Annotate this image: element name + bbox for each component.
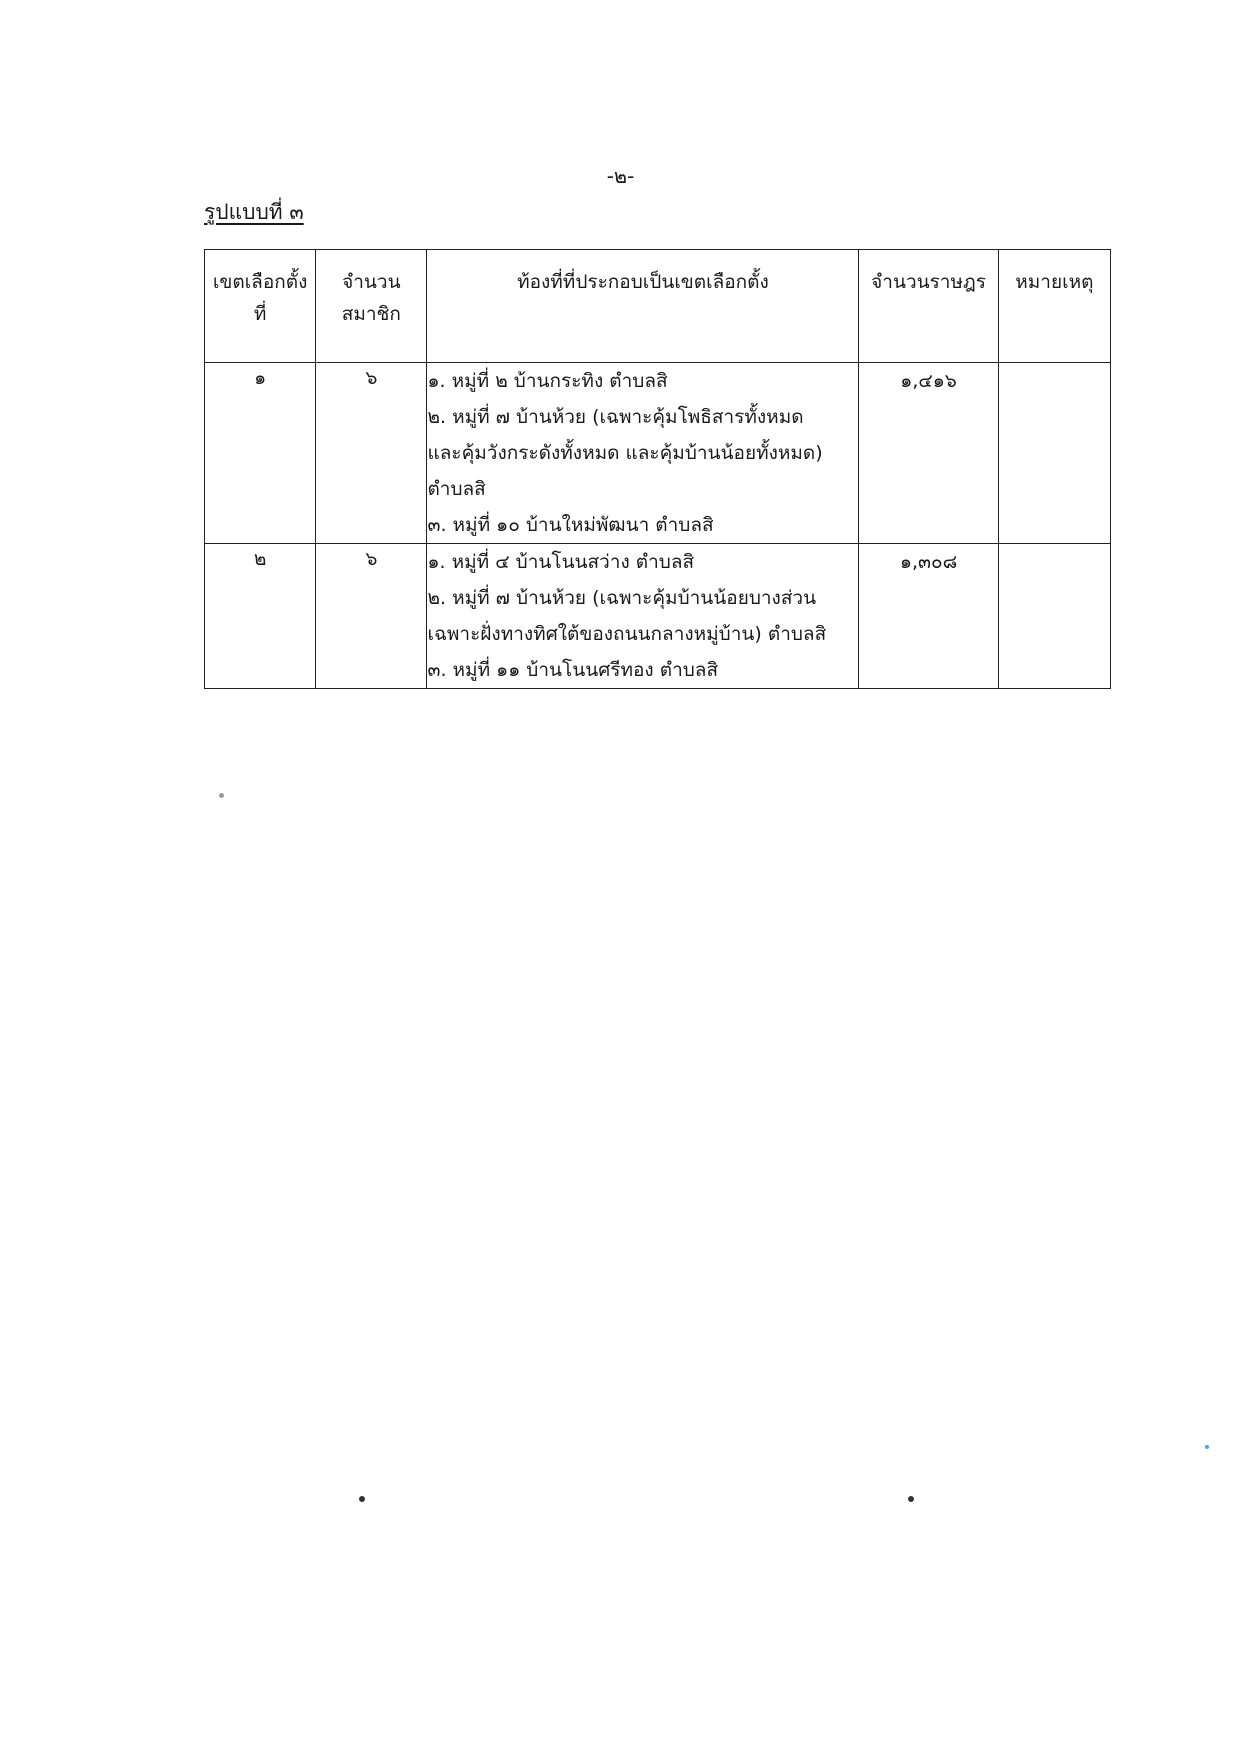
header-members <box>316 250 427 363</box>
area-line: ๓. หมู่ที่ ๑๐ บ้านใหม่พัฒนา ตำบลสิ <box>427 514 714 536</box>
area-line: ๑. หมู่ที่ ๔ บ้านโนนสว่าง ตำบลสิ <box>427 551 695 573</box>
header-members-line-2: สมาชิก <box>341 303 401 325</box>
area-line: ๓. หมู่ที่ ๑๑ บ้านโนนศรีทอง ตำบลสิ <box>427 659 719 681</box>
area-line: ๑. หมู่ที่ ๒ บ้านกระทิง ตำบลสิ <box>427 370 668 392</box>
area-line: และคุ้มวังกระดังทั้งหมด และคุ้มบ้านน้อยทั้งหมด) <box>427 442 823 464</box>
header-district-line-2: ที่ <box>253 303 267 325</box>
form-title: รูปแบบที่ ๓ <box>204 200 304 224</box>
table-header-row <box>205 250 1111 363</box>
area-cell <box>427 544 859 689</box>
scan-speck <box>359 1496 365 1502</box>
area-line: ๒. หมู่ที่ ๗ บ้านห้วย (เฉพาะคุ้มโพธิสารทั้งหมด <box>427 406 804 428</box>
members-cell: ๖ <box>316 544 427 689</box>
header-population: จำนวนราษฎร <box>859 250 998 363</box>
members-cell: ๖ <box>316 363 427 544</box>
scan-speck <box>908 1496 914 1502</box>
remark-cell <box>998 544 1110 689</box>
remark-cell <box>998 363 1110 544</box>
header-district-line-1: เขตเลือกตั้ง <box>212 271 308 293</box>
district-cell: ๑ <box>205 363 316 544</box>
scan-speck <box>219 793 224 798</box>
district-cell: ๒ <box>205 544 316 689</box>
area-line: ตำบลสิ <box>427 478 486 500</box>
page-number: -๒- <box>606 164 635 188</box>
area-cell <box>427 363 859 544</box>
header-remark: หมายเหตุ <box>998 250 1110 363</box>
population-cell: ๑,๔๑๖ <box>859 363 998 544</box>
header-district <box>205 250 316 363</box>
area-line: เฉพาะฝั่งทางทิศใต้ของถนนกลางหมู่บ้าน) ตำบลสิ <box>427 623 827 645</box>
table-row <box>205 544 1111 689</box>
scan-speck <box>1205 1445 1209 1449</box>
table-row <box>205 363 1111 544</box>
header-members-line-1: จำนวน <box>342 271 401 293</box>
population-cell: ๑,๓๐๘ <box>859 544 998 689</box>
election-district-table <box>204 249 1111 689</box>
area-line: ๒. หมู่ที่ ๗ บ้านห้วย (เฉพาะคุ้มบ้านน้อยบางส่วน <box>427 587 817 609</box>
header-area: ท้องที่ที่ประกอบเป็นเขตเลือกตั้ง <box>427 250 859 363</box>
